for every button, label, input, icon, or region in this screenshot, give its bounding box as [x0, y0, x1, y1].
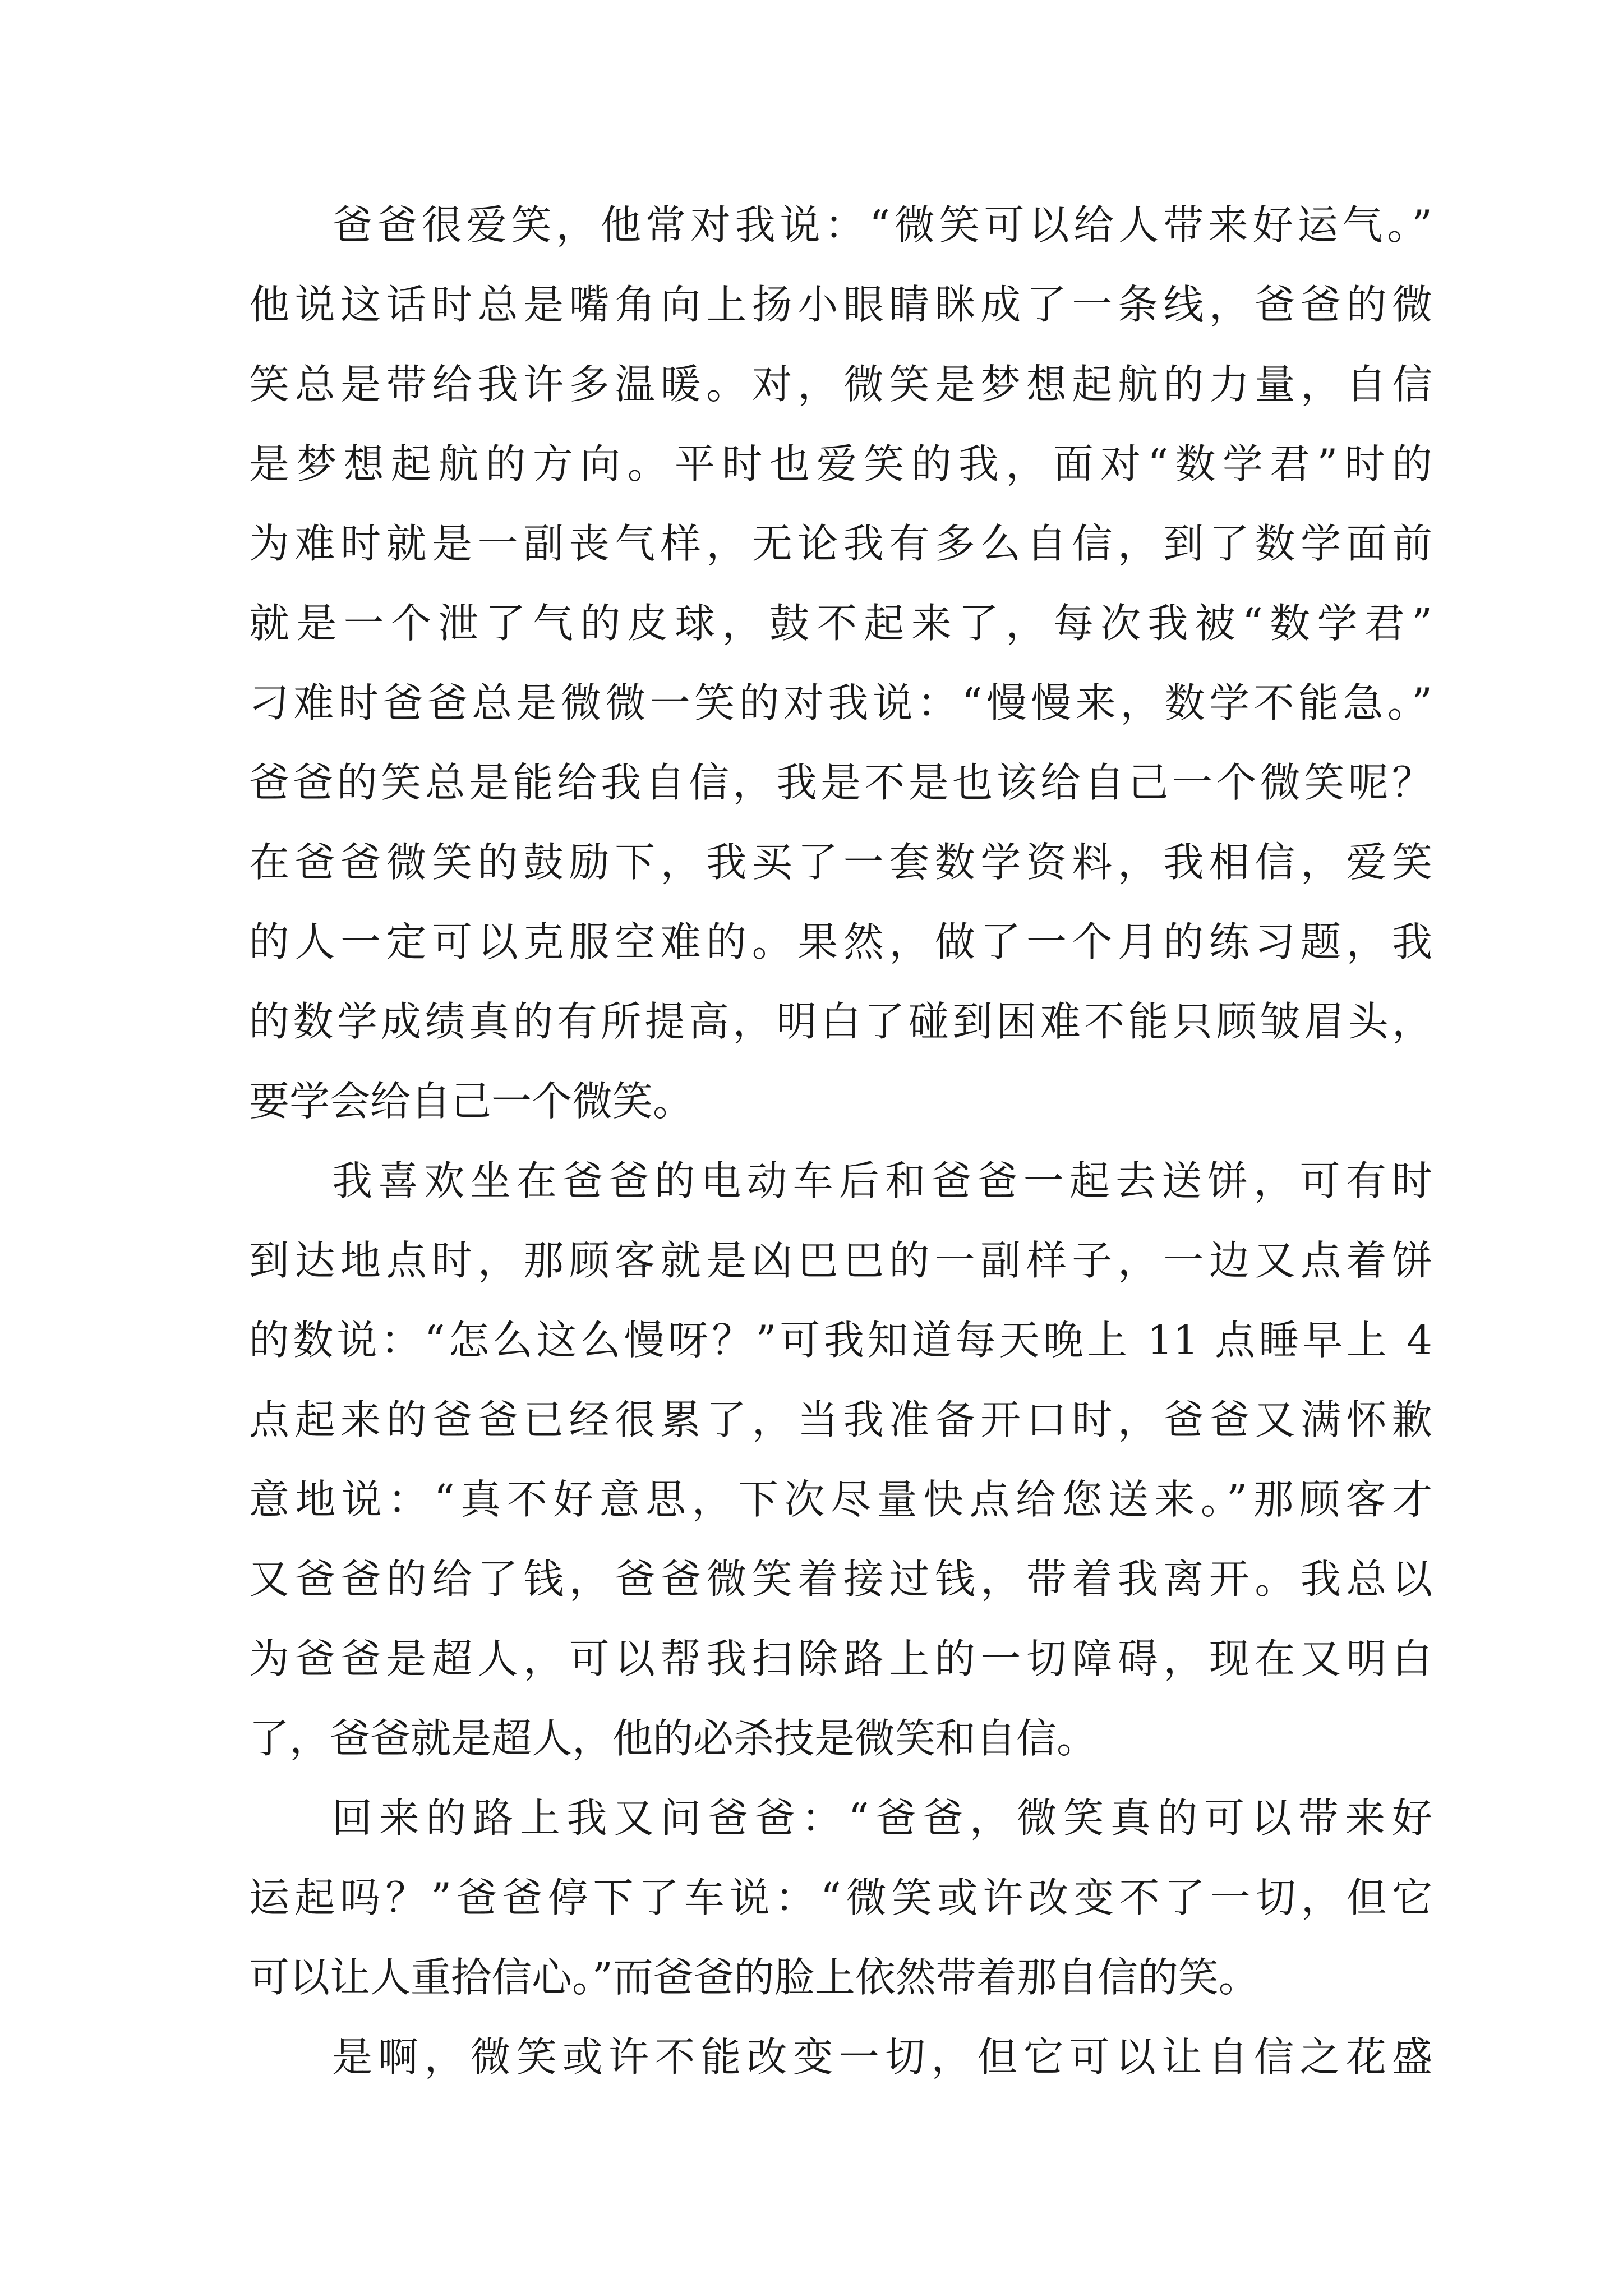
paragraph-line: 爸爸很爱笑，他常对我说：“微笑可以给人带来好运气。” — [332, 201, 1432, 249]
paragraph-2 — [249, 1141, 1432, 1778]
paragraph-line: 刁难时爸爸总是微微一笑的对我说：“慢慢来，数学不能急。” — [249, 679, 1432, 726]
paragraph-line: 我喜欢坐在爸爸的电动车后和爸爸一起去送饼，可有时 — [332, 1157, 1432, 1204]
paragraph-1 — [249, 185, 1432, 1141]
paragraph-line: 的数说：“怎么这么慢呀？”可我知道每天晚上 11 点睡早上 4 — [249, 1317, 1432, 1364]
paragraph-4 — [249, 2017, 1432, 2097]
paragraph-line: 在爸爸微笑的鼓励下，我买了一套数学资料，我相信，爱笑 — [249, 839, 1432, 886]
paragraph-line: 他说这话时总是嘴角向上扬小眼睛眯成了一条线，爸爸的微 — [249, 281, 1432, 328]
paragraph-3 — [249, 1778, 1432, 2017]
paragraph-line: 回来的路上我又问爸爸：“爸爸，微笑真的可以带来好 — [332, 1795, 1432, 1842]
paragraph-line: 是梦想起航的方向。平时也爱笑的我，面对“数学君”时的 — [249, 440, 1432, 487]
paragraph-line: 为难时就是一副丧气样，无论我有多么自信，到了数学面前 — [249, 520, 1432, 567]
paragraph-line: 到达地点时，那顾客就是凶巴巴的一副样子，一边又点着饼 — [249, 1237, 1432, 1284]
paragraph-line: 点起来的爸爸已经很累了，当我准备开口时，爸爸又满怀歉 — [249, 1396, 1432, 1443]
paragraph-line: 了，爸爸就是超人，他的必杀技是微笑和自信。 — [249, 1715, 1098, 1762]
paragraph-line: 又爸爸的给了钱，爸爸微笑着接过钱，带着我离开。我总以 — [249, 1556, 1432, 1603]
paragraph-line: 的人一定可以克服空难的。果然，做了一个月的练习题，我 — [249, 918, 1432, 965]
paragraph-line: 就是一个泄了气的皮球，鼓不起来了，每次我被“数学君” — [249, 600, 1432, 647]
paragraph-line: 的数学成绩真的有所提高，明白了碰到困难不能只顾皱眉头， — [249, 998, 1432, 1045]
paragraph-line: 运起吗？”爸爸停下了车说：“微笑或许改变不了一切，但它 — [249, 1874, 1432, 1921]
paragraph-line: 可以让人重拾信心。”而爸爸的脸上依然带着那自信的笑。 — [249, 1954, 1259, 2001]
paragraph-line: 为爸爸是超人，可以帮我扫除路上的一切障碍，现在又明白 — [249, 1635, 1432, 1682]
paragraph-line: 爸爸的笑总是能给我自信，我是不是也该给自己一个微笑呢？ — [249, 759, 1432, 806]
paragraph-line: 笑总是带给我许多温暖。对，微笑是梦想起航的力量，自信 — [249, 361, 1432, 408]
paragraph-line: 意地说：“真不好意思，下次尽量快点给您送来。”那顾客才 — [249, 1476, 1432, 1523]
paragraph-line: 要学会给自己一个微笑。 — [249, 1078, 694, 1125]
document-body — [249, 185, 1432, 2097]
paragraph-line: 是啊，微笑或许不能改变一切，但它可以让自信之花盛 — [332, 2033, 1432, 2081]
